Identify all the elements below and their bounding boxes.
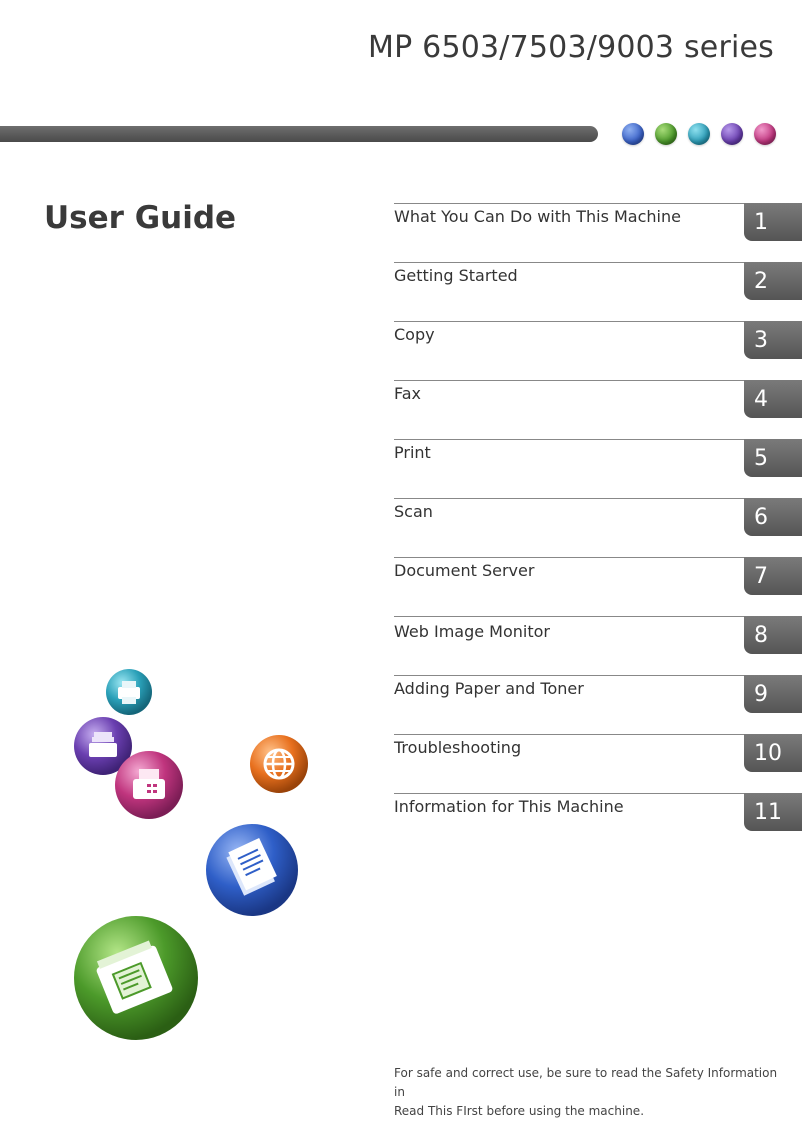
toc-item[interactable] <box>394 380 802 420</box>
toc-divider <box>394 734 766 735</box>
accent-dot-green <box>655 123 677 145</box>
toc-item-label[interactable]: Adding Paper and Toner <box>394 679 584 698</box>
toc-item-label[interactable]: Copy <box>394 325 435 344</box>
chapter-tab[interactable]: 11 <box>744 793 802 831</box>
toc-item-label[interactable]: Getting Started <box>394 266 518 285</box>
guide-title: User Guide <box>44 200 237 236</box>
toc-item[interactable] <box>394 439 802 479</box>
chapter-tab[interactable]: 8 <box>744 616 802 654</box>
toc-divider <box>394 203 766 204</box>
toc-divider <box>394 380 766 381</box>
accent-dot-blue <box>622 123 644 145</box>
toc-divider <box>394 321 766 322</box>
toc-item-label[interactable]: Web Image Monitor <box>394 622 550 641</box>
toc-item-label[interactable]: Document Server <box>394 561 535 580</box>
accent-dot-purple <box>721 123 743 145</box>
chapter-tab[interactable]: 4 <box>744 380 802 418</box>
toc-item[interactable] <box>394 616 802 656</box>
scanner-icon <box>72 914 200 1042</box>
toc-item[interactable] <box>394 498 802 538</box>
chapter-tab[interactable]: 7 <box>744 557 802 595</box>
toc-divider <box>394 793 766 794</box>
toc-divider <box>394 498 766 499</box>
chapter-tab[interactable]: 6 <box>744 498 802 536</box>
toc-divider <box>394 557 766 558</box>
chapter-tab[interactable]: 3 <box>744 321 802 359</box>
copy-icon <box>204 822 300 918</box>
printer-icon <box>104 667 154 717</box>
toc-item[interactable] <box>394 675 802 715</box>
fax-icon <box>113 749 185 821</box>
accent-dots <box>622 123 776 145</box>
accent-dot-magenta <box>754 123 776 145</box>
chapter-tab[interactable]: 5 <box>744 439 802 477</box>
safety-note <box>394 1064 784 1121</box>
toc-item-label[interactable]: Scan <box>394 502 433 521</box>
toc-item[interactable] <box>394 793 802 833</box>
toc-item-label[interactable]: Information for This Machine <box>394 797 624 816</box>
toc-divider <box>394 439 766 440</box>
toc-item[interactable] <box>394 262 802 302</box>
toc-item-label[interactable]: Fax <box>394 384 422 403</box>
series-title: MP 6503/7503/9003 series <box>368 30 774 65</box>
chapter-tab[interactable]: 10 <box>744 734 802 772</box>
safety-note-line-1: For safe and correct use, be sure to read the Safety Information in <box>394 1066 778 1099</box>
toc-item[interactable] <box>394 557 802 597</box>
toc-item[interactable] <box>394 203 802 243</box>
accent-dot-teal <box>688 123 710 145</box>
toc-item-label[interactable]: Print <box>394 443 431 462</box>
toc-divider <box>394 616 766 617</box>
chapter-tab[interactable]: 1 <box>744 203 802 241</box>
safety-note-line-2: Read This FIrst before using the machine. <box>394 1104 645 1118</box>
chapter-tab[interactable]: 9 <box>744 675 802 713</box>
header-bar <box>0 126 598 142</box>
toc-item[interactable] <box>394 734 802 774</box>
toc-item-label[interactable]: What You Can Do with This Machine <box>394 207 681 226</box>
toc-item[interactable] <box>394 321 802 361</box>
toc-item-label[interactable]: Troubleshooting <box>394 738 522 757</box>
toc-divider <box>394 262 766 263</box>
web-globe-icon <box>248 733 310 795</box>
toc-divider <box>394 675 766 676</box>
chapter-tab[interactable]: 2 <box>744 262 802 300</box>
